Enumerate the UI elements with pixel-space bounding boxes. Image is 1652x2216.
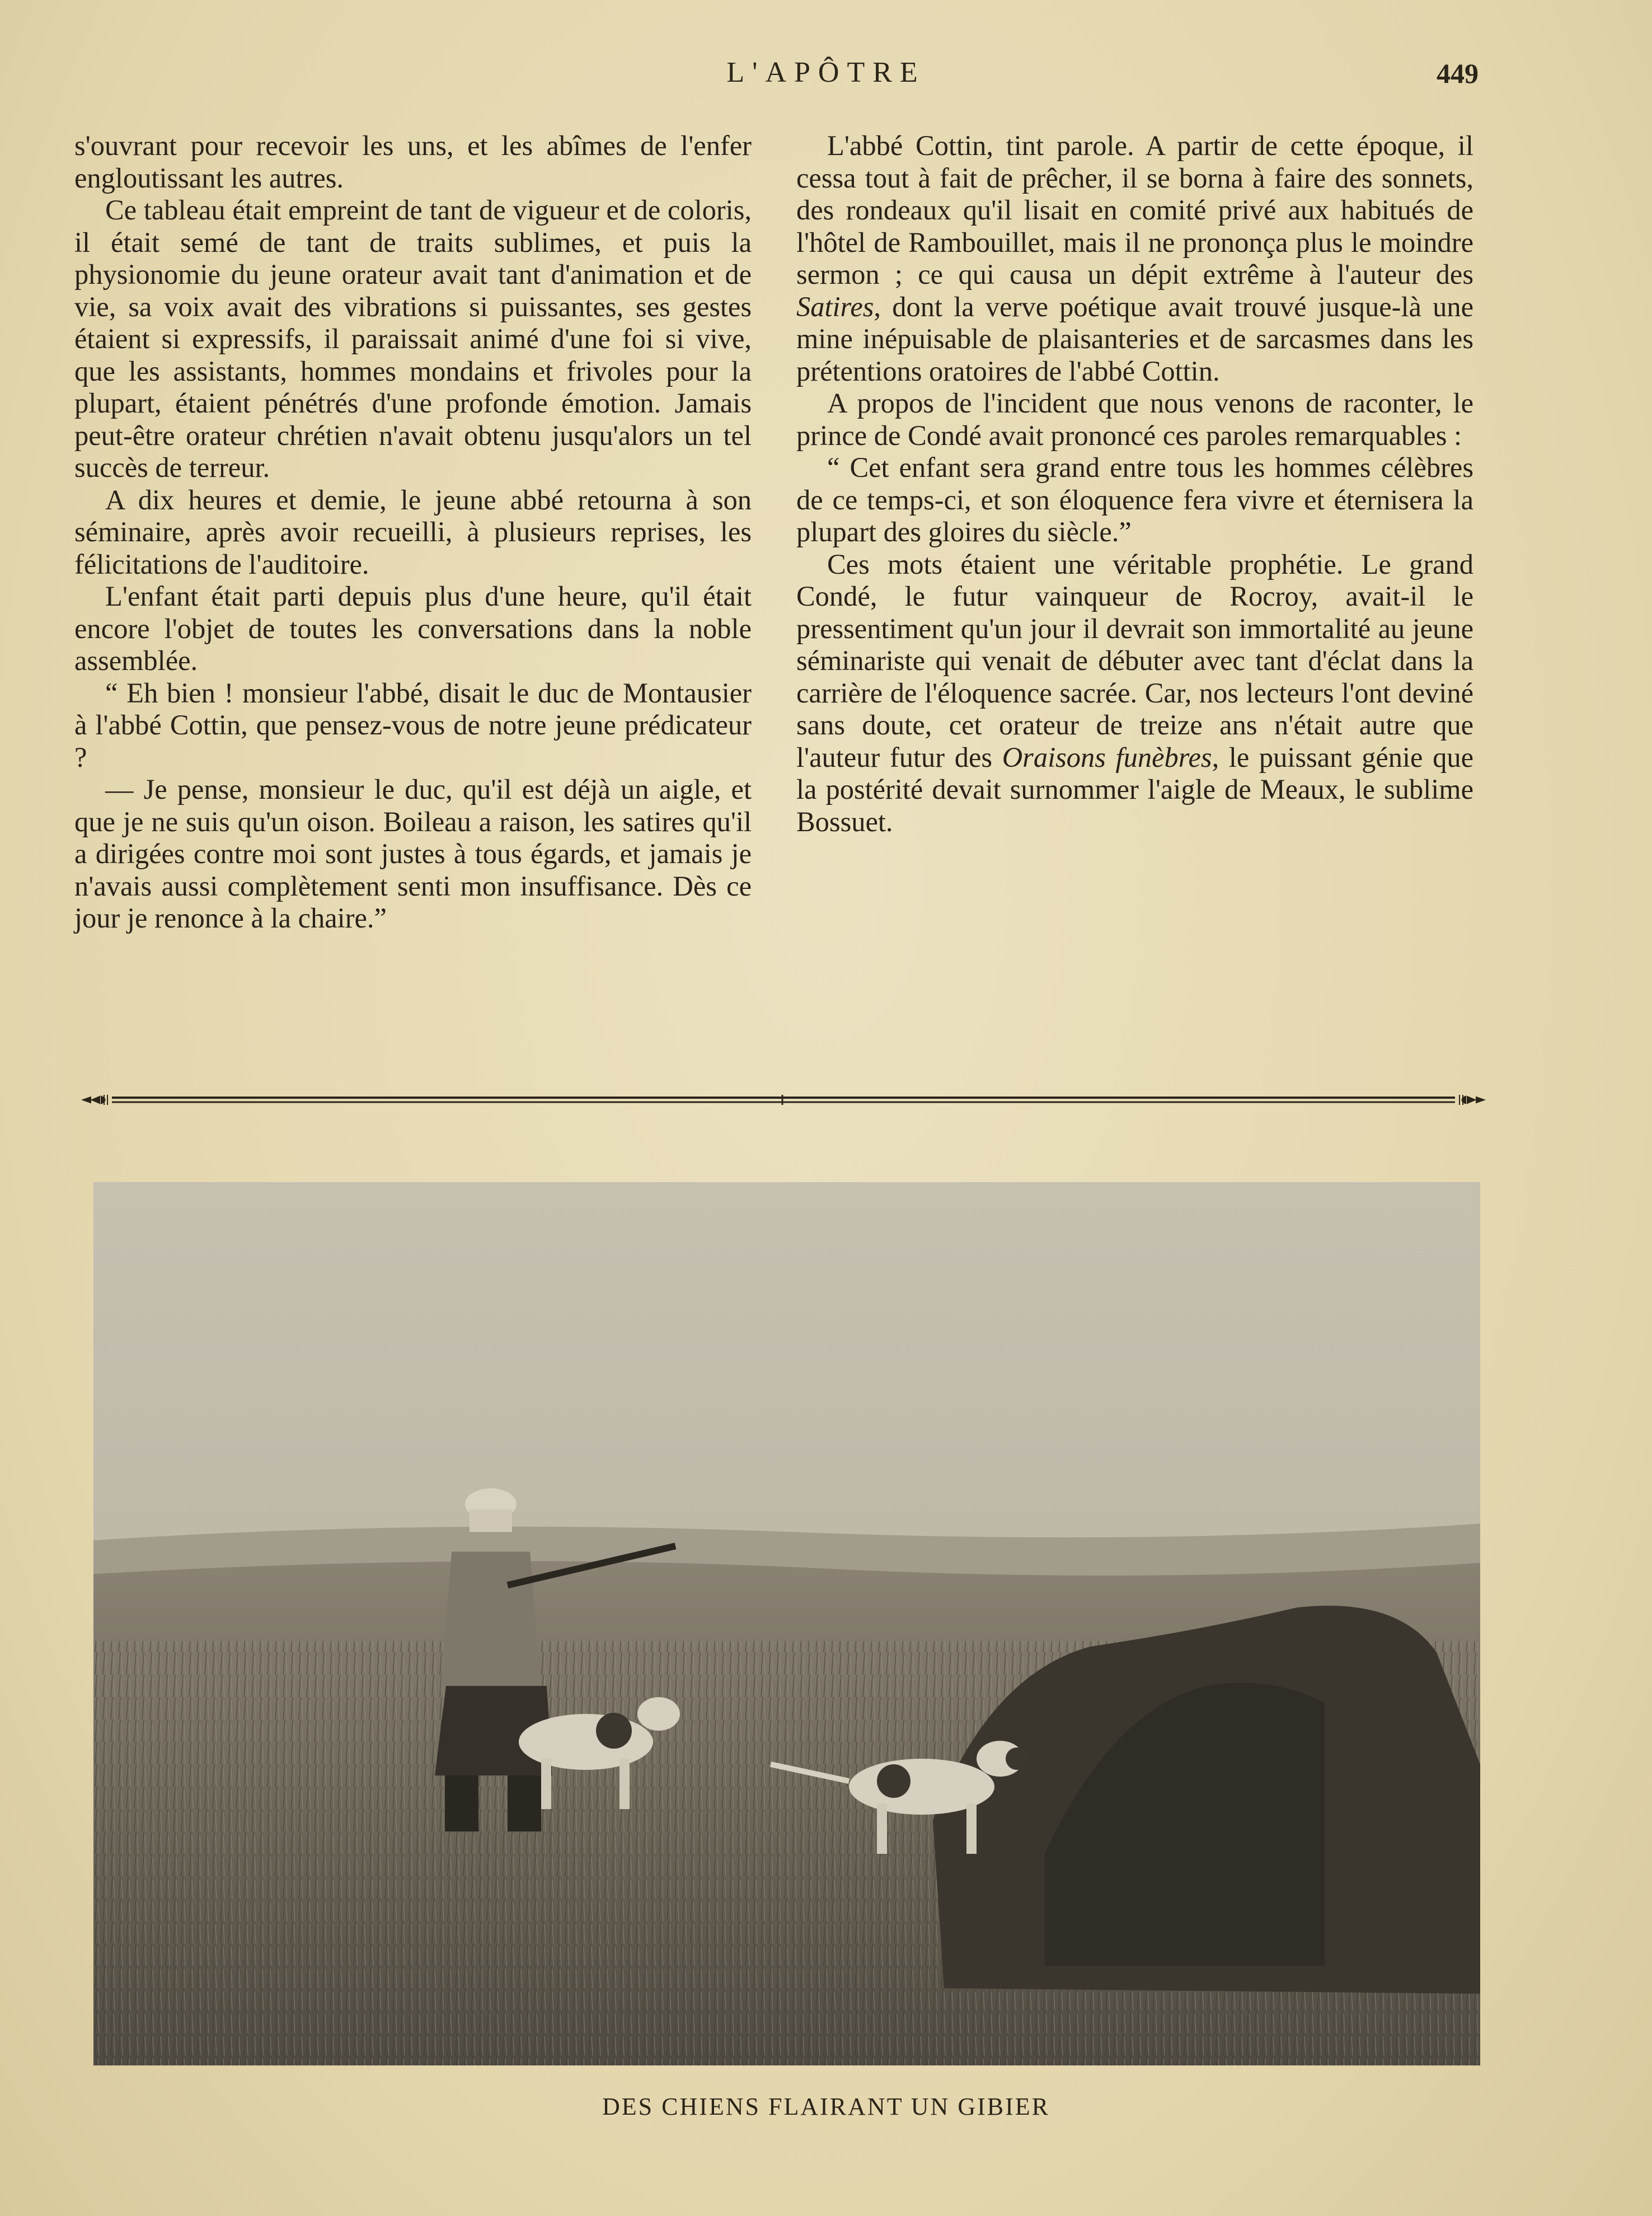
paragraph: — Je pense, monsieur le duc, qu'il est déjà un aigle, et que je ne suis qu'un oison. Boileau a raison, les satires qu'il a dirigées contre moi sont justes à tous égards, et jamais je n'avais aussi complètement senti mon insuffisance. Dès ce jour je renonce à la chaire.”	[74, 774, 752, 934]
italic-title: Satires	[796, 291, 874, 322]
paragraph: Ce tableau était empreint de tant de vigueur et de coloris, il était semé de tant de traits sublimes, et puis la physionomie du jeune orateur avait tant d'animation et de vie, sa voix avait des vibrations si puissantes, ses gestes étaient si expressifs, il paraissait animé d'une foi si vive, que les assistants, hommes mondains et frivoles pour la plupart, étaient pénétrés d'une profonde émotion. Jamais peut-être orateur chrétien n'avait obtenu jusqu'alors un tel succès de terreur.	[74, 194, 752, 483]
paragraph: A dix heures et demie, le jeune abbé retourna à son séminaire, après avoir recueilli, à plusieurs reprises, les félicitations de l'auditoire.	[74, 484, 752, 580]
hunting-photograph	[93, 1182, 1480, 2065]
paragraph: s'ouvrant pour recevoir les uns, et les abîmes de l'enfer engloutissant les autres.	[74, 130, 752, 194]
left-column	[74, 130, 752, 935]
hunting-scene-image	[93, 1182, 1480, 2065]
running-title: L'APÔTRE	[726, 57, 926, 88]
text-run: L'abbé Cottin, tint parole. A partir de cette époque, il cessa tout à fait de prêcher, il se borna à faire des sonnets, des rondeaux qu'il lisait en comité privé aux habitués de l'hôtel de Rambouillet, mais il ne prononça plus le moindre sermon ; ce qui causa un dépit extrême à l'auteur des	[796, 130, 1473, 290]
paragraph	[796, 549, 1473, 838]
photo-caption: DES CHIENS FLAIRANT UN GIBIER	[602, 2093, 1050, 2120]
paragraph: “ Eh bien ! monsieur l'abbé, disait le duc de Montausier à l'abbé Cottin, que pensez-vous de notre jeune prédicateur ?	[74, 677, 752, 773]
text-run: Ces mots étaient une véritable prophétie. Le grand Condé, le futur vainqueur de Rocroy, avait-il le pressentiment qu'un jour il devrait son immortalité au jeune séminariste qui venait de débuter avec tant d'éclat dans la carrière de l'éloquence sacrée. Car, nos lecteurs l'ont deviné sans doute, cet orateur de treize ans n'était autre que l'auteur futur des	[796, 548, 1473, 773]
text-run: , dont la verve poétique avait trouvé jusque-là une mine inépuisable de plaisanteries et de sarcasmes dans les prétentions oratoires de l'abbé Cottin.	[796, 291, 1473, 387]
italic-title: Oraisons funèbres	[1002, 741, 1212, 773]
ornamental-rule-icon	[78, 1091, 1489, 1108]
paragraph: L'enfant était parti depuis plus d'une heure, qu'il était encore l'objet de toutes les conversations dans la noble assemblée.	[74, 580, 752, 676]
paragraph: A propos de l'incident que nous venons de raconter, le prince de Condé avait prononcé ces paroles remarquables :	[796, 387, 1473, 451]
right-column	[796, 130, 1473, 838]
ornamental-rule	[78, 1091, 1489, 1108]
page-number: 449	[1437, 58, 1479, 89]
paragraph	[796, 130, 1473, 387]
text-run: , le puissant génie que la postérité devait surnommer l'aigle de Meaux, le sublime Bossuet.	[796, 741, 1474, 837]
paragraph: “ Cet enfant sera grand entre tous les hommes célèbres de ce temps-ci, et son éloquence fera vivre et éternisera la plupart des gloires du siècle.”	[796, 452, 1473, 547]
